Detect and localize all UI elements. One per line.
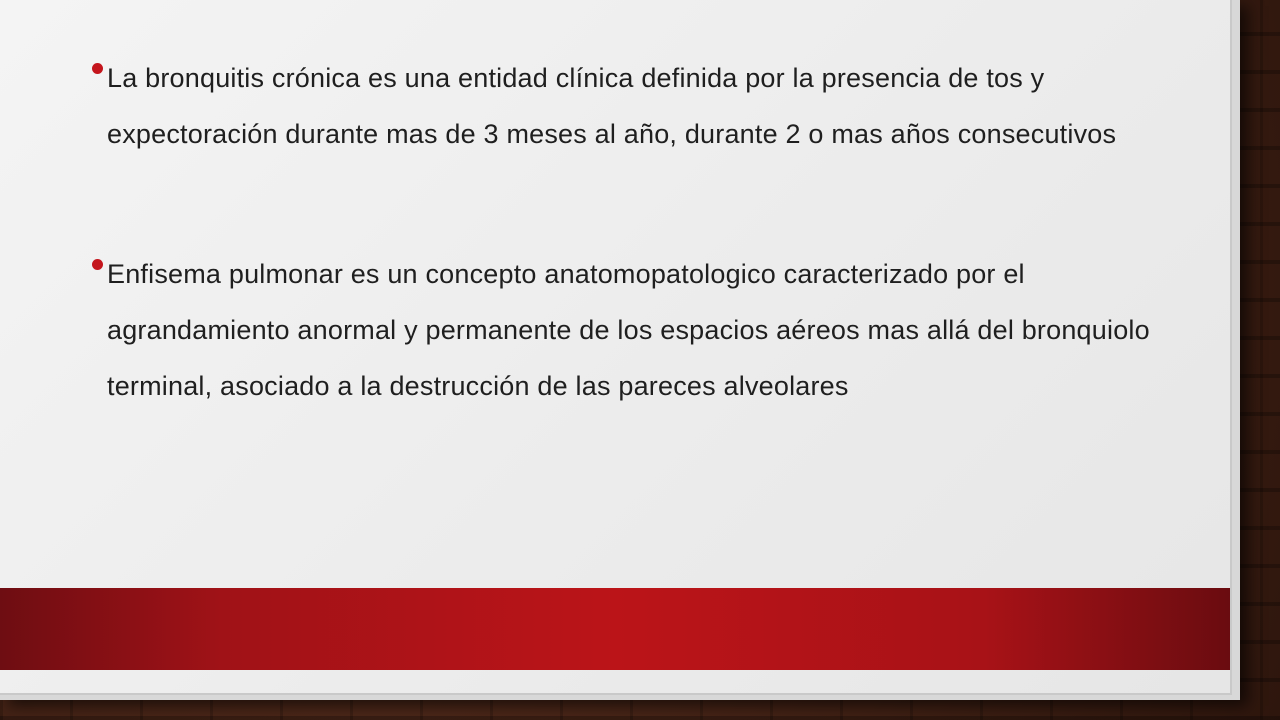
bullet-dot-icon <box>92 63 103 74</box>
bullet-item-enfisema <box>92 246 1172 414</box>
bullet-item-bronquitis <box>92 50 1172 162</box>
bullet-dot-icon <box>92 259 103 270</box>
bullet-text-bronquitis: La bronquitis crónica es una entidad clínica definida por la presencia de tos y expectoración durante mas de 3 meses al año, durante 2 o mas años consecutivos <box>107 63 1117 149</box>
bullet-text-enfisema: Enfisema pulmonar es un concepto anatomopatologico caracterizado por el agrandamiento anormal y permanente de los espacios aéreos mas allá del bronquiolo terminal, asociado a la destrucción de las pareces alveolares <box>107 259 1150 401</box>
bullet-list <box>92 50 1172 414</box>
red-footer-band <box>0 588 1230 670</box>
